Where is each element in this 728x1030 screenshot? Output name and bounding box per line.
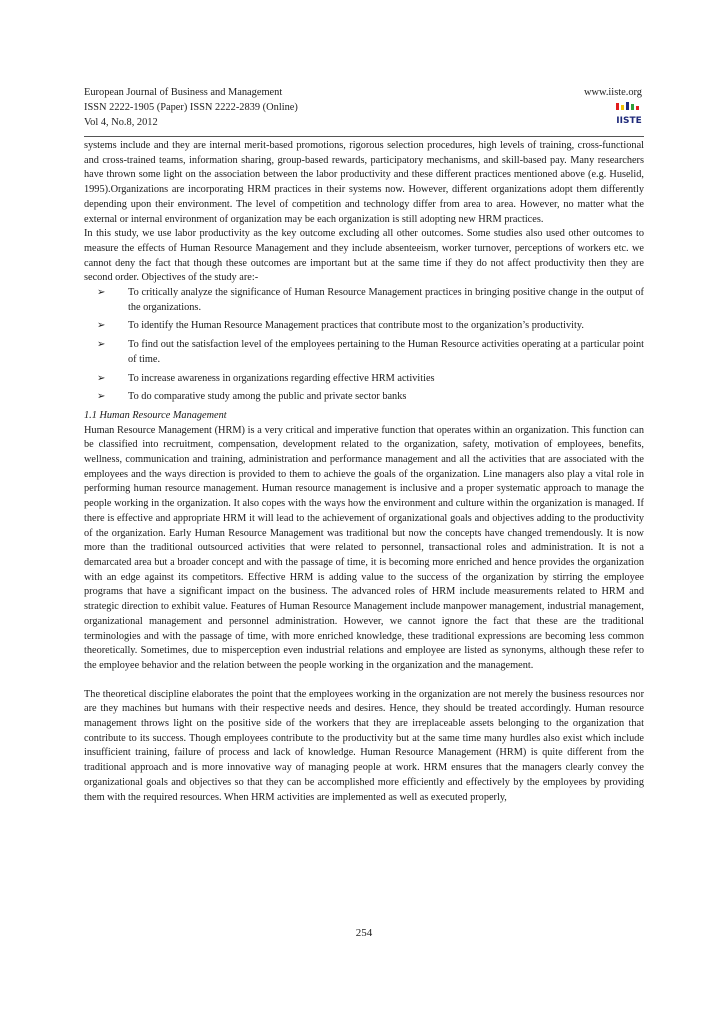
objective-item (84, 286, 644, 315)
page-header (84, 86, 644, 130)
objective-text: To do comparative study among the public and private sector banks (128, 391, 407, 403)
issn-line: ISSN 2222-1905 (Paper) ISSN 2222-2839 (Online) (84, 102, 298, 113)
header-divider (84, 136, 644, 137)
objective-text: To identify the Human Resource Management practices that contribute most to the organization’s productivity. (128, 320, 584, 332)
article-body (84, 139, 644, 805)
body-paragraph-4: The theoretical discipline elaborates the point that the employees working in the organization are not merely the business resources nor are they machines but humans with their respective needs and desires. Hence, they should be treated accordingly. Human resource management throws light on the positive side of the workers that they are irreplaceable assets belonging to the organization that contribute to its success. Though employees contribute to the productivity but at the same time many hurdles also exist which include insufficient training, failure of process and lack of knowledge. Human Resource Management (HRM) is quite different from the traditional approach and is more innovative way of managing people at work. HRM ensures that the managers clearly convey the organizational goals and objectives so that they can be accomplished more efficiently and effectively by the employees by providing them with the required resources. When HRM activities are implemented as well as executed properly, (84, 688, 644, 803)
objective-text: To find out the satisfaction level of the employees pertaining to the Human Resource activities operating at a particular point of time. (128, 339, 644, 365)
body-paragraph-3: Human Resource Management (HRM) is a very critical and imperative function that operates within an organization. This function can be classified into recruitment, compensation, development related to the organization, safety, motivation of employees, benefits, wellness, communication and training, administration and performance management and all the activities that are associated with the employees and the ways direction is provided to them to achieve the goals of the organization. Line managers also play a vital role in performing human resource management. Human resource management is inclusive and a proper systematic approach to manage the people working in the organization. It also copes with the ways how the environment and culture within the organization is managed. If there is effective and appropriate HRM it will lead to the achievement of organizational goals and objectives adding to the productivity of the organization. Early Human Resource Management was traditional but now the concepts have changed tremendously. It is now more than the traditional outsourced activities that were related to personnel, transactional roles and administration. It is not a demarcated area but a broader concept and with the passage of time, it is becoming more enriched and hence provides the organization with an edge against its competitors. Effective HRM is adding value to the success of the organization by stirring the employee programs that have a significant impact on the business. The advanced roles of HRM include measurements related to HRM and strategic direction to exhibit value. Features of Human Resource Management include manpower management, industrial management, organizational management and personnel administration. However, we cannot ignore the fact that these are the traditional terminologies and with the passage of time, with more enriched knowledge, these traditional expressions are becoming less common theoretically. Sometimes, due to misperception even industrial relations and employee are listed as synonyms, although these refer to the employee behavior and the relation between the people working in the organization and the management. (84, 424, 644, 671)
arrow-bullet-icon: ➢ (97, 372, 106, 384)
objective-item (84, 372, 644, 387)
arrow-bullet-icon: ➢ (97, 320, 106, 332)
arrow-bullet-icon: ➢ (97, 391, 106, 403)
arrow-bullet-icon: ➢ (97, 287, 106, 299)
page-number: 254 (355, 927, 373, 939)
objective-item (84, 390, 644, 405)
objective-text: To critically analyze the significance of Human Resource Management practices in bringing positive change in the output of the organizations. (128, 287, 644, 313)
body-paragraph-1: systems include and they are internal merit-based promotions, rigorous selection procedures, high levels of training, cross-functional and cross-trained teams, information sharing, group-based rewards, participatory mechanisms, and skill-based pay. Many researchers have thrown some light on the association between the labor productivity and these different practices mentioned above (e.g. Huselid, 1995).Organizations are incorporating HRM practices in their systems now. However, different organizations adopt them differently depending upon their environment. The level of competition and technology differ from area to area. However, no matter what the external or internal environment of organization may be each organization is still adopting new HRM practices. (84, 140, 644, 225)
objective-item (84, 319, 644, 334)
journal-url-link[interactable]: www.iiste.org (583, 87, 642, 98)
section-heading: 1.1 Human Resource Management (84, 409, 227, 421)
logo-wordmark: IISTE (616, 116, 642, 126)
objective-item (84, 338, 644, 367)
objectives-list (84, 286, 644, 405)
journal-title: European Journal of Business and Management (84, 87, 283, 98)
objective-text: To increase awareness in organizations regarding effective HRM activities (128, 372, 435, 384)
body-paragraph-2: In this study, we use labor productivity as the key outcome excluding all other outcomes. Some studies also used other outcomes to measure the effects of Human Resource Management and they include absenteeism, worker turnover, perceptions of workers etc. we cannot deny the fact that though these outcomes are important but at the same time if they do not affect productivity then they are second order. Objectives of the study are:- (84, 228, 644, 284)
volume-line: Vol 4, No.8, 2012 (84, 117, 158, 128)
arrow-bullet-icon: ➢ (97, 339, 106, 351)
iiste-logo (614, 101, 644, 127)
